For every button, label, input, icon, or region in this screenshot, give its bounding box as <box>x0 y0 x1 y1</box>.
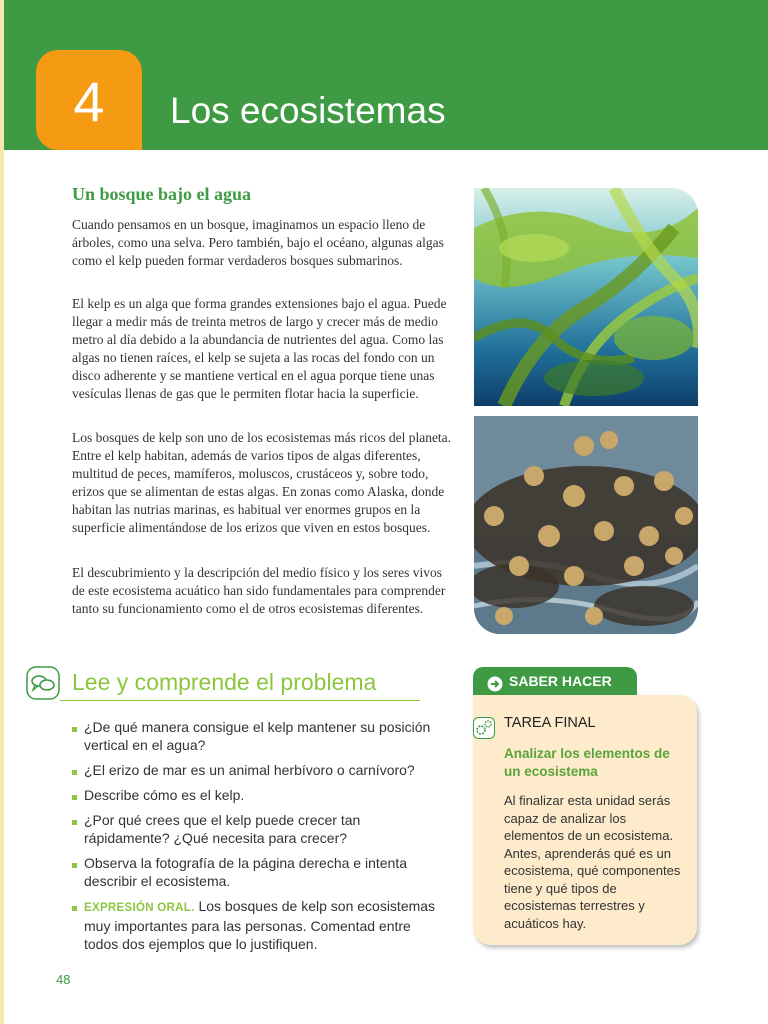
tarea-final-box <box>473 695 697 945</box>
list-item: ¿El erizo de mar es un animal herbívoro o carnívoro? <box>72 761 444 779</box>
list-item: ¿Por qué crees que el kelp puede crecer tan rápidamente? ¿Qué necesita para crecer? <box>72 811 444 847</box>
oral-tag: EXPRESIÓN ORAL. <box>84 902 195 914</box>
list-item-oral: EXPRESIÓN ORAL. Los bosques de kelp son ecosistemas muy importantes para las personas. Comentad entre todos dos ejemplos que lo justifiquen. <box>72 897 444 953</box>
lee-divider <box>60 700 420 701</box>
sea-otters-photo <box>474 416 698 634</box>
bullet <box>72 906 77 911</box>
page-edge <box>0 0 4 1024</box>
list-item: Describe cómo es el kelp. <box>72 786 444 804</box>
section-heading: Un bosque bajo el agua <box>72 184 252 204</box>
unit-title: Los ecosistemas <box>170 90 446 131</box>
list-item: Observa la fotografía de la página derecha e intenta describir el ecosistema. <box>72 854 444 890</box>
saber-hacer-label: SABER HACER <box>509 673 612 689</box>
paragraph-kelp: El kelp es un alga que forma grandes extensiones bajo el agua. Puede llegar a medir más de treinta metros de largo y crecer más de medio metro al día debido a la abundancia de nutrientes del agua. Como las algas no tienen raíces, el kelp se sujeta a las rocas del fondo con un disco adherente y se mantiene vertical en el agua porque tiene unas vesículas llenas de gas que le permiten flotar hacia la superficie. <box>72 296 447 401</box>
bullet <box>72 727 77 732</box>
gears-icon <box>473 717 495 739</box>
tarea-body: Al finalizar esta unidad serás capaz de analizar los elementos de un ecosistema. Antes, aprenderás qué es un ecosistema, qué componentes tiene y qué tipos de ecosistemas terrestres y acuáticos hay. <box>504 793 681 931</box>
saber-hacer-tab <box>473 667 637 695</box>
bullet <box>72 770 77 775</box>
paragraph-discovery: El descubrimiento y la descripción del medio físico y los seres vivos de este ecosistema acuático han sido fundamentales para comprender tanto su funcionamiento como el de otros ecosistemas diferentes. <box>72 565 446 616</box>
lee-section-title: Lee y comprende el problema <box>72 669 377 695</box>
tarea-title: TAREA FINAL <box>504 715 596 731</box>
paragraph-ecosystem: Los bosques de kelp son uno de los ecosistemas más ricos del planeta. Entre el kelp habitan, además de varios tipos de algas diferentes, multitud de peces, mamíferos, moluscos, crustáceos y, sobre todo, erizos que se alimentan de estas algas. En zonas como Alaska, donde habitan las nutrias marinas, es habitual ver enormes grupos en la superficie alimentándose de los erizos que viven en estos bosques. <box>72 430 452 535</box>
bullet <box>72 820 77 825</box>
paragraph-intro: Cuando pensamos en un bosque, imaginamos un espacio lleno de árboles, como una selva. Pero también, bajo el océano, algunas algas como el kelp pueden formar verdaderos bosques submarinos. <box>72 217 444 268</box>
speech-bubbles-icon <box>26 666 60 700</box>
bullet <box>72 863 77 868</box>
tarea-subtitle: Analizar los elementos de un ecosistema <box>504 746 670 779</box>
kelp-forest-photo <box>474 188 698 406</box>
list-item: ¿De qué manera consigue el kelp mantener su posición vertical en el agua? <box>72 718 444 754</box>
page-number: 48 <box>56 972 71 987</box>
arrow-right-circle-icon <box>487 673 503 689</box>
bullet <box>72 795 77 800</box>
unit-number-badge: 4 <box>36 50 142 150</box>
question-list <box>72 718 444 960</box>
